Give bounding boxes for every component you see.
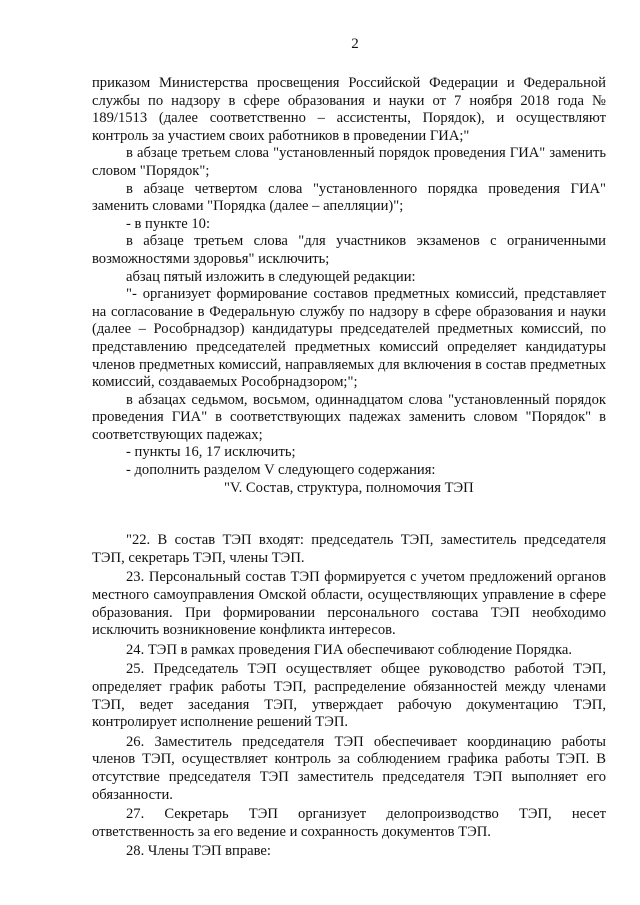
paragraph-amend-abzac-4: в абзаце четвертом слова "установленного порядка проведения ГИА" заменить словами "Порядка (далее – апелляции)"; xyxy=(92,180,606,215)
paragraph-add-section-v: - дополнить разделом V следующего содержания: xyxy=(126,462,436,479)
paragraph-item-27: 27. Секретарь ТЭП организует делопроизводство ТЭП, несет ответственность за его ведение и сохранность документов ТЭП. xyxy=(92,806,606,840)
paragraph-punkt-10: - в пункте 10: xyxy=(126,215,211,232)
page-number: 2 xyxy=(351,36,359,52)
paragraph-amend-abzac-3: в абзаце третьем слова "установленный порядок проведения ГИА" заменить словом "Порядок"; xyxy=(92,145,606,179)
paragraph-continuation: приказом Министерства просвещения Российской Федерации и Федеральной службы по надзору в сфере образования и науки от 7 ноября 2018 года № 189/1513 (далее соответственно – ассистенты, Порядок), и осуществляют контроль за участием своих работников в проведении ГИА;" xyxy=(92,75,606,144)
paragraph-item-28: 28. Члены ТЭП вправе: xyxy=(126,843,271,860)
paragraph-item-22: "22. В состав ТЭП входят: председатель ТЭП, заместитель председателя ТЭП, секретарь ТЭП, члены ТЭП. xyxy=(92,532,606,566)
paragraph-punkt-10-abzac-5: абзац пятый изложить в следующей редакции: xyxy=(126,268,416,285)
paragraph-item-23: 23. Персональный состав ТЭП формируется с учетом предложений органов местного самоуправления Омской области, осуществляющих управление в сфере образования. При формировании персонального состава ТЭП необходимо исключить возникновение конфликта интересов. xyxy=(92,569,606,639)
paragraph-item-25: 25. Председатель ТЭП осуществляет общее руководство работой ТЭП, определяет график работы ТЭП, распределение обязанностей между членами ТЭП, ведет заседания ТЭП, утверждает рабочую документацию ТЭП, контролирует исполнение решений ТЭП. xyxy=(92,661,606,731)
paragraph-exclude-16-17: - пункты 16, 17 исключить; xyxy=(126,444,296,461)
paragraph-punkt-10-abzac-3: в абзаце третьем слова "для участников экзаменов с ограниченными возможностями здоровья" исключить; xyxy=(92,233,606,267)
paragraph-new-wording: "- организует формирование составов предметных комиссий, представляет на согласование в Федеральную службу по надзору в сфере образования и науки (далее – Рособрнадзор) кандидатуры председателей предметных комиссий, по представлению председателей предметных комиссий определяет кандидатуры членов предметных комиссий, направляемых для включения в состав предметных комиссий, создаваемых Рособрнадзором;"; xyxy=(92,286,606,391)
paragraph-abzac-7-8-11: в абзацах седьмом, восьмом, одиннадцатом слова "установленный порядок проведения ГИА" в соответствующих падежах заменить словом "Порядок" в соответствующих падежах; xyxy=(92,391,606,443)
section-v-heading: "V. Состав, структура, полномочия ТЭП xyxy=(224,479,474,496)
paragraph-item-24: 24. ТЭП в рамках проведения ГИА обеспечивают соблюдение Порядка. xyxy=(126,641,573,658)
paragraph-item-26: 26. Заместитель председателя ТЭП обеспечивает координацию работы членов ТЭП, осуществляет контроль за соблюдением графика работы ТЭП. В отсутствие председателя ТЭП заместитель председателя ТЭП выполняет его обязанности. xyxy=(92,733,606,803)
